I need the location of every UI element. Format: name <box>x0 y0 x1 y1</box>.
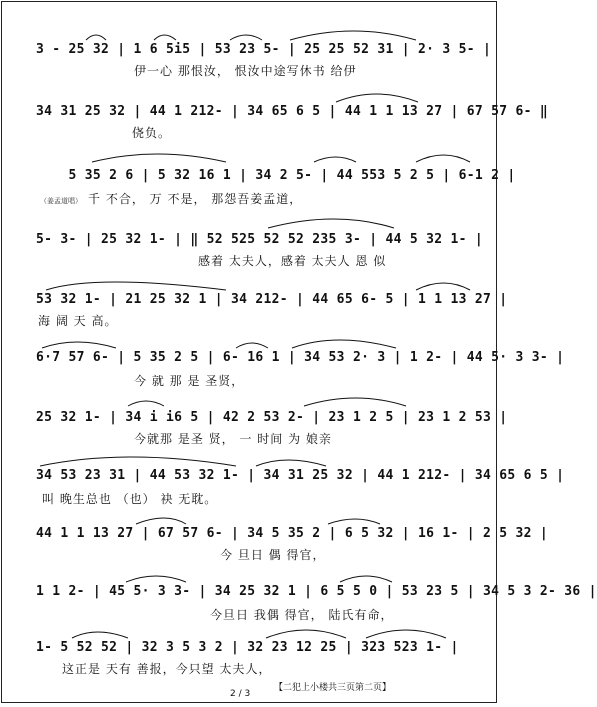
lyric-row-3: 千 不合， 万 不是， 那怨吾姜孟道， <box>88 192 303 206</box>
notation-row-10: 1 1 2- | 45 5· 3 3- | 34 25 32 1 | 6 5 5 0 | 53 23 5 | 34 5 3 2- 36 | <box>36 584 597 599</box>
slur-group <box>36 394 470 408</box>
notation-row-4: 5- 3- | 25 32 1- | ‖ 52 525 52 52 235 3- | 44 5 32 1- | <box>36 232 483 247</box>
slur-group <box>36 336 470 350</box>
slur-group <box>36 28 470 42</box>
slur-group <box>36 216 470 230</box>
slur-group <box>36 626 470 640</box>
slur-group <box>36 570 470 584</box>
notation-row-9: 44 1 1 13 27 | 67 57 6- | 34 5 35 2 | 6 5 32 | 16 1- | 2 5 32 | <box>36 526 548 541</box>
lyric-row-4: 感着 太夫人，感着 太夫人 恩 似 <box>198 254 387 268</box>
singer-note: （姜孟道唱） <box>40 197 82 205</box>
lyric-row-10: 今旦日 我偶 得官， 陆氏有命， <box>210 608 394 622</box>
lyric-row-8: 叫 晚生总也 （也） 袂 无耽。 <box>42 492 218 506</box>
score-page <box>1 1 597 703</box>
notation-row-1: 3 - 25 32 | 1 6 5i5 | 53 23 5- | 25 25 52 31 | 2· 3 5- | <box>36 42 492 57</box>
slur-group <box>36 512 470 526</box>
footer-title: 【二犯上小楼共三页第二页】 <box>274 683 392 693</box>
lyric-row-5: 海 阔 天 高。 <box>38 314 118 328</box>
notation-row-6: 6·7 57 6- | 5 35 2 5 | 6- 16 1 | 34 53 2· 3 | 1 2- | 44 5· 3 3- | <box>36 350 565 365</box>
notation-row-3: 5 35 2 6 | 5 32 16 1 | 34 2 5- | 44 553 5 2 5 | 6-1 2 | <box>36 168 516 183</box>
notation-row-7: 25 32 1- | 34 i i6 5 | 42 2 53 2- | 23 1 2 5 | 23 1 2 53 | <box>36 410 508 425</box>
notation-row-8: 34 53 23 31 | 44 53 32 1- | 34 31 25 32 | 44 1 212- | 34 65 6 5 | <box>36 468 565 483</box>
notation-row-11: 1- 5 52 52 | 32 3 5 3 2 | 32 23 12 25 | 323 523 1- | <box>36 640 459 655</box>
notation-row-2: 34 31 25 32 | 44 1 212- | 34 65 6 5 | 44 1 1 13 27 | 67 57 6- ‖ <box>36 104 548 119</box>
slur-group <box>36 90 470 104</box>
page-number: 2 / 3 <box>230 689 251 699</box>
slur-group <box>36 150 470 164</box>
lyric-row-7: 今就那 是圣 贤， 一 时间 为 娘亲 <box>134 432 332 446</box>
lyric-row-11: 这正是 天有 善报，今只望 太夫人， <box>62 662 272 676</box>
lyric-row-9: 今 旦日 偶 得官， <box>220 548 326 562</box>
lyric-row-1: 伊一心 那恨汝， 恨汝中途写休书 给伊 <box>134 64 357 78</box>
notation-row-5: 53 32 1- | 21 25 32 1 | 34 212- | 44 65 6- 5 | 1 1 13 27 | <box>36 292 508 307</box>
slur-group <box>36 278 470 292</box>
slur-group <box>36 454 470 468</box>
lyric-row-2: 侥负。 <box>132 126 172 140</box>
lyric-row-6: 今 就 那 是 圣贤， <box>134 374 245 388</box>
